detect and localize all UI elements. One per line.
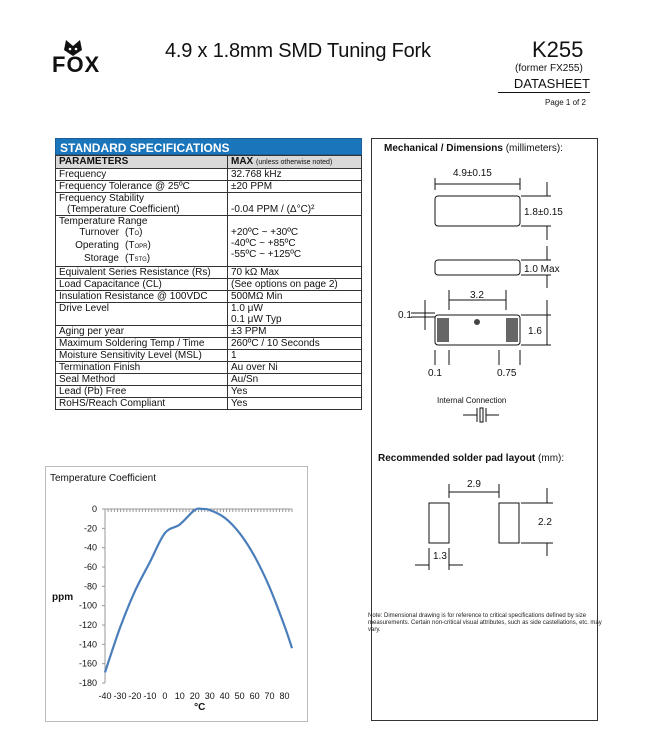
param-line: (Temperature Coefficient)	[67, 204, 180, 215]
product-title: 4.9 x 1.8mm SMD Tuning Fork	[165, 40, 431, 62]
x-tick-label: -20	[128, 691, 142, 701]
param: Frequency	[56, 169, 228, 181]
dim-width: 1.8±0.15	[524, 207, 563, 218]
x-axis-label: °C	[194, 702, 206, 713]
doc-type: DATASHEET	[498, 76, 590, 93]
logo-wordmark: FOX	[52, 52, 101, 77]
symbol: (T	[125, 253, 135, 264]
table-row	[56, 279, 362, 291]
param-sub: Storage	[83, 253, 119, 264]
param: Drive Level	[56, 303, 228, 326]
param-line: Turnover (TO)	[59, 227, 224, 240]
value	[228, 303, 362, 326]
param-line: Temperature Range	[59, 216, 148, 227]
part-number: K255	[532, 37, 584, 62]
param: Equivalent Series Resistance (Rs)	[56, 267, 228, 279]
table-row	[56, 169, 362, 181]
symbol-sub: OPR	[134, 244, 148, 250]
table-row	[56, 181, 362, 193]
table-row	[56, 362, 362, 374]
spec-table	[55, 138, 362, 410]
x-tick-label: -30	[113, 691, 127, 701]
x-tick-label: -10	[143, 691, 157, 701]
series-line	[105, 509, 292, 673]
dim-1-6: 1.6	[528, 326, 542, 337]
value: Au/Sn	[228, 374, 362, 386]
table-row	[56, 338, 362, 350]
mechanical-title-text: Mechanical / Dimensions	[384, 143, 503, 154]
value	[228, 216, 362, 267]
col-param: PARAMETERS	[56, 156, 228, 169]
param: Seal Method	[56, 374, 228, 386]
param: Lead (Pb) Free	[56, 386, 228, 398]
value: 70 kΩ Max	[228, 267, 362, 279]
param-line: Operating (TOPR)	[59, 240, 224, 253]
dimension-drawing	[371, 160, 598, 450]
col-max	[228, 156, 362, 169]
x-tick-label: 10	[174, 691, 185, 701]
y-tick-label: -40	[83, 542, 97, 553]
param: Load Capacitance (CL)	[56, 279, 228, 291]
y-tick-label: -60	[83, 562, 97, 572]
dim-3-2: 3.2	[470, 290, 484, 301]
value-line: 0.1 μW Typ	[231, 314, 282, 325]
dim-0-75: 0.75	[497, 368, 517, 379]
chart-title: Temperature Coefficient	[50, 473, 156, 484]
param	[56, 193, 228, 216]
value: (See options on page 2)	[228, 279, 362, 291]
param: Moisture Sensitivity Level (MSL)	[56, 350, 228, 362]
value: 260ºC / 10 Seconds	[228, 338, 362, 350]
dimension-note: Note: Dimensional drawing is for reference to critical specifications defined by size measurements. Certain non-critical visual attributes, such as side castellations, etc. may vary.	[368, 613, 602, 633]
pad-layout-drawing	[371, 470, 598, 580]
value: 500MΩ Min	[228, 291, 362, 303]
value: ±20 PPM	[228, 181, 362, 193]
value-line: 1.0 μW	[231, 303, 263, 314]
pad-left	[437, 318, 449, 342]
value: Yes	[228, 386, 362, 398]
value-spacer	[231, 193, 358, 204]
table-row	[56, 193, 362, 216]
y-tick-label: -100	[78, 600, 97, 611]
dim-0-1-left: 0.1	[398, 310, 412, 321]
value: Yes	[228, 398, 362, 410]
x-tick-label: 50	[234, 691, 245, 701]
param: Aging per year	[56, 326, 228, 338]
value: 1	[228, 350, 362, 362]
table-row	[56, 326, 362, 338]
y-tick-label: -140	[78, 639, 97, 650]
x-tick-label: 40	[219, 691, 230, 701]
y-tick-label: -120	[78, 620, 97, 630]
dim-length: 4.9±0.15	[453, 168, 492, 179]
value: 32.768 kHz	[228, 169, 362, 181]
param: Frequency Tolerance @ 25ºC	[56, 181, 228, 193]
param	[56, 216, 228, 267]
y-tick-label: -80	[83, 581, 97, 592]
dim-height: 1.0 Max	[524, 264, 560, 275]
x-tick-label: 30	[204, 691, 215, 701]
value	[228, 193, 362, 216]
x-tick-label: -40	[98, 691, 112, 701]
value: Au over Ni	[228, 362, 362, 374]
table-row	[56, 303, 362, 326]
table-row	[56, 291, 362, 303]
param-sub: Turnover	[79, 227, 119, 238]
value-line: -40ºC ~ +85ºC	[231, 238, 296, 249]
spec-heading: STANDARD SPECIFICATIONS	[55, 138, 362, 155]
mechanical-unit: (millimeters):	[505, 143, 563, 154]
page-number: Page 1 of 2	[545, 98, 586, 107]
symbol-sub: STG	[134, 257, 147, 263]
symbol: (T	[125, 240, 135, 251]
mechanical-title	[384, 143, 563, 154]
param: RoHS/Reach Compliant	[56, 398, 228, 410]
y-tick-label: -180	[78, 678, 97, 688]
value: ±3 PPM	[228, 326, 362, 338]
pad-dim-2-2: 2.2	[538, 517, 552, 528]
x-tick-label: 80	[279, 691, 290, 701]
symbol-sub: O	[134, 231, 140, 237]
pad-layout-title	[378, 453, 564, 464]
y-axis-label: ppm	[52, 592, 74, 603]
table-header-row	[56, 156, 362, 169]
former-part: (former FX255)	[515, 63, 583, 74]
pad-right	[506, 318, 518, 342]
param-line: Frequency Stability	[59, 193, 145, 204]
table-row	[56, 267, 362, 279]
x-tick-label: 60	[249, 691, 260, 701]
col-max-label: MAX	[231, 156, 254, 167]
internal-connection-label: Internal Connection	[437, 396, 507, 405]
table-row	[56, 374, 362, 386]
x-tick-label: 20	[189, 691, 200, 701]
pad-title-text: Recommended solder pad layout	[378, 453, 536, 464]
param: Maximum Soldering Temp / Time	[56, 338, 228, 350]
table-row	[56, 216, 362, 267]
table-row	[56, 386, 362, 398]
temperature-coefficient-chart	[45, 490, 307, 720]
y-tick-label: -160	[78, 658, 97, 669]
y-tick-label: 0	[91, 504, 97, 514]
x-tick-label: 70	[264, 691, 275, 701]
x-tick-label: 0	[162, 691, 168, 701]
value-line: -55ºC ~ +125ºC	[231, 249, 302, 260]
param: Termination Finish	[56, 362, 228, 374]
symbol: (T	[125, 227, 135, 238]
value-line: -0.04 PPM / (Δ°C)²	[231, 204, 315, 215]
col-max-note: (unless otherwise noted)	[256, 159, 333, 166]
pad-unit: (mm):	[538, 453, 565, 464]
table-row	[56, 398, 362, 410]
param-line: Storage (TSTG)	[59, 253, 224, 266]
pad-dim-1-3: 1.3	[433, 551, 447, 562]
value-line: +20ºC ~ +30ºC	[231, 227, 299, 238]
fox-logo	[52, 38, 112, 78]
table-row	[56, 350, 362, 362]
value-spacer	[231, 216, 358, 227]
param: Insulation Resistance @ 100VDC	[56, 291, 228, 303]
param-sub: Operating	[75, 240, 119, 251]
pad-dim-2-9: 2.9	[467, 479, 481, 490]
y-tick-label: -20	[83, 523, 97, 534]
dim-0-1-bottom: 0.1	[428, 368, 442, 379]
